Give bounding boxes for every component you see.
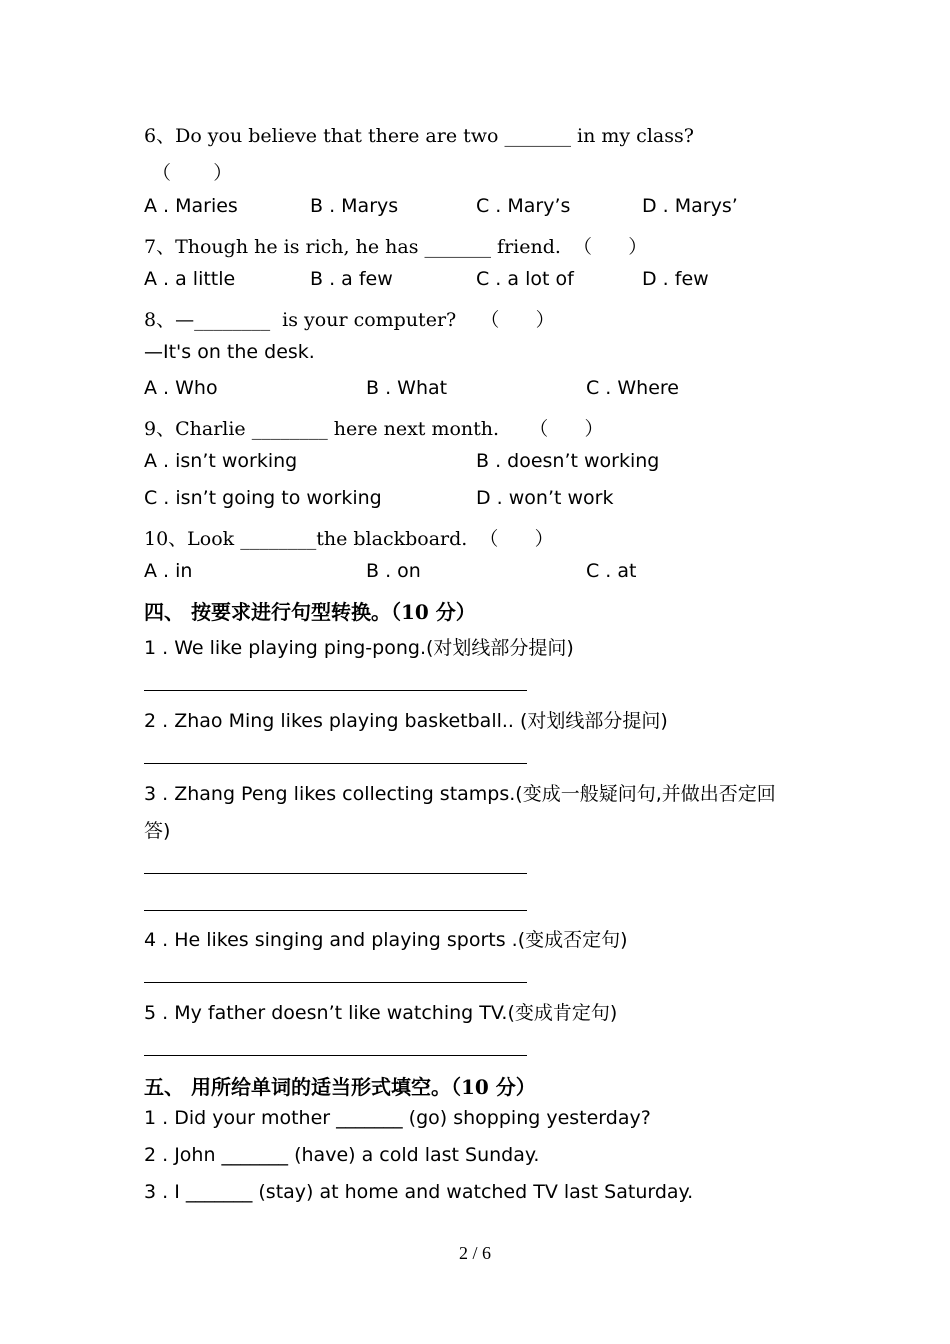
section5-item-1: 1 . Did your mother _______ (go) shopping yesterday? [144,1107,651,1129]
q7-option-d: D . few [642,268,709,290]
q9-stem: 9、Charlie ________ here next month. （ ） [144,418,604,440]
q6-option-c: C . Mary’s [476,195,571,217]
q8-option-b: B . What [366,377,448,399]
section5-item-3: 3 . I _______ (stay) at home and watched TV last Saturday. [144,1181,694,1203]
section5-heading: 五、 用所给单词的适当形式填空。（10 分） [144,1075,536,1099]
section4-item-2: 2 . Zhao Ming likes playing basketball.. (对划线部分提问) [144,710,668,732]
section4-item-3-cont: 答) [144,820,171,842]
q6-option-b: B . Marys [310,195,399,217]
section4-item-4: 4 . He likes singing and playing sports .(变成否定句) [144,929,628,951]
section4-heading: 四、 按要求进行句型转换。（10 分） [144,600,476,624]
section5-item-2: 2 . John _______ (have) a cold last Sunday. [144,1144,540,1166]
q7-option-c: C . a lot of [476,268,574,290]
q7-stem: 7、Though he is rich, he has _______ friend. （ ） [144,236,648,258]
q10-option-c: C . at [586,560,637,582]
section4-answer-line-5[interactable] [144,1055,527,1056]
q8-option-c: C . Where [586,377,679,399]
q8-reply: —It's on the desk. [144,341,315,363]
q7-option-b: B . a few [310,268,393,290]
q8-stem: 8、—________ is your computer? （ ） [144,309,555,331]
q9-option-d: D . won’t work [476,487,614,509]
q8-option-a: A . Who [144,377,218,399]
q9-option-c: C . isn’t going to working [144,487,382,509]
q10-stem: 10、Look ________the blackboard. （ ） [144,528,554,550]
q6-stem: 6、Do you believe that there are two _______ in my class? [144,125,694,147]
section4-item-3: 3 . Zhang Peng likes collecting stamps.(变成一般疑问句,并做出否定回 [144,783,776,805]
section4-item-1: 1 . We like playing ping-pong.(对划线部分提问) [144,637,574,659]
q6-answer-bracket: （ ） [152,162,233,184]
section4-answer-line-1[interactable] [144,690,527,691]
section4-answer-line-2[interactable] [144,763,527,764]
page-number: 2 / 6 [458,1243,491,1263]
q9-option-b: B . doesn’t working [476,450,660,472]
q10-option-a: A . in [144,560,193,582]
section4-answer-line-3b[interactable] [144,910,527,911]
q7-option-a: A . a little [144,268,236,290]
q10-option-b: B . on [366,560,421,582]
section4-answer-line-3a[interactable] [144,873,527,874]
section4-item-5: 5 . My father doesn’t like watching TV.(变成肯定句) [144,1002,618,1024]
q6-option-d: D . Marys’ [642,195,738,217]
q6-option-a: A . Maries [144,195,238,217]
q9-option-a: A . isn’t working [144,450,298,472]
section4-answer-line-4[interactable] [144,982,527,983]
